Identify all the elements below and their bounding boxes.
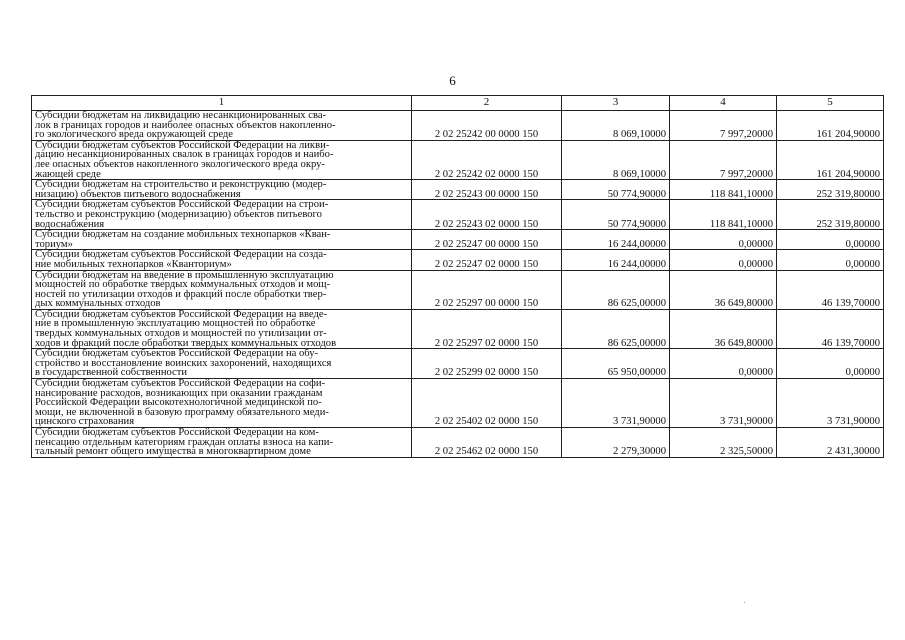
value-col-5: 161 204,90000 [777,140,884,179]
budget-code: 2 02 25247 02 0000 150 [412,250,562,270]
value-col-5: 46 139,70000 [777,309,884,348]
table-row [32,230,884,250]
description-line: стройство и восстановление воинских захоронений, находящихся [35,357,332,369]
row-description [32,379,412,428]
value-col-4: 118 841,10000 [670,200,777,230]
budget-code: 2 02 25242 00 0000 150 [412,111,562,141]
budget-table [31,95,884,458]
description-line: лее опасных объектов накопленного экологического вреда окру- [35,158,325,170]
scan-artifact [744,602,745,603]
table-row [32,270,884,309]
row-description [32,200,412,230]
value-col-4: 7 997,20000 [670,111,777,141]
description-line: водоснабжения [35,218,105,230]
value-col-3: 16 244,00000 [562,230,670,250]
value-col-5: 161 204,90000 [777,111,884,141]
description-line: Субсидии бюджетам субъектов Российской Федерации на введе- [35,308,328,320]
value-col-3: 65 950,00000 [562,349,670,379]
description-line: тельство и реконструкцию (модернизацию) объектов питьевого [35,208,322,220]
description-line: Субсидии бюджетам субъектов Российской Федерации на софи- [35,378,326,390]
table-row [32,111,884,141]
table-row [32,309,884,348]
description-line: го экологического вреда окружающей среде [35,129,233,141]
budget-code: 2 02 25243 00 0000 150 [412,180,562,200]
description-line: дацию несанкционированных свалок в границах городов и наибо- [35,149,334,161]
description-line: Субсидии бюджетам субъектов Российской Федерации на ликви- [35,139,330,151]
description-line: ториум» [35,238,73,250]
value-col-4: 36 649,80000 [670,309,777,348]
value-col-4: 3 731,90000 [670,379,777,428]
value-col-3: 86 625,00000 [562,270,670,309]
row-description [32,140,412,179]
description-line: ностей по утилизации отходов и фракций после обработки твер- [35,288,327,300]
budget-code: 2 02 25299 02 0000 150 [412,349,562,379]
budget-code: 2 02 25402 02 0000 150 [412,379,562,428]
header-cell: 1 [32,96,412,111]
budget-code: 2 02 25462 02 0000 150 [412,428,562,458]
description-line: ние мобильных технопарков «Кванториум» [35,258,232,270]
row-description [32,230,412,250]
value-col-5: 252 319,80000 [777,200,884,230]
header-cell: 2 [412,96,562,111]
description-line: Субсидии бюджетам субъектов Российской Федерации на созда- [35,249,327,261]
description-line: мощностей по обработке твердых коммунальных отходов и мощ- [35,279,331,291]
value-col-4: 0,00000 [670,349,777,379]
table-row [32,200,884,230]
description-line: Субсидии бюджетам на введение в промышленную эксплуатацию [35,269,334,281]
value-col-5: 3 731,90000 [777,379,884,428]
row-description [32,111,412,141]
description-line: пенсацию отдельным категориям граждан оплаты взноса на капи- [35,436,333,448]
table-row [32,428,884,458]
value-col-3: 50 774,90000 [562,180,670,200]
table-row [32,250,884,270]
value-col-4: 7 997,20000 [670,140,777,179]
description-line: в государственной собственности [35,367,188,379]
value-col-4: 118 841,10000 [670,180,777,200]
description-line: мощи, не включенной в базовую программу обязательного меди- [35,406,329,418]
row-description [32,270,412,309]
description-line: низацию) объектов питьевого водоснабжения [35,188,241,200]
value-col-5: 0,00000 [777,250,884,270]
description-line: лок в границах городов и наиболее опасных объектов накопленно- [35,119,336,131]
description-line: ходов и фракций после обработки твердых коммунальных отходов [35,337,337,349]
value-col-4: 0,00000 [670,250,777,270]
description-line: нансирование расходов, возникающих при оказании гражданам [35,387,323,399]
row-description [32,349,412,379]
value-col-4: 36 649,80000 [670,270,777,309]
budget-code: 2 02 25243 02 0000 150 [412,200,562,230]
description-line: тальный ремонт общего имущества в многоквартирном доме [35,446,311,458]
description-line: жающей среде [35,168,101,180]
value-col-3: 8 069,10000 [562,140,670,179]
row-description [32,250,412,270]
value-col-4: 0,00000 [670,230,777,250]
table-row [32,180,884,200]
header-cell: 3 [562,96,670,111]
budget-code: 2 02 25297 00 0000 150 [412,270,562,309]
page-number: 6 [449,73,456,88]
value-col-5: 0,00000 [777,230,884,250]
value-col-3: 2 279,30000 [562,428,670,458]
description-line: Субсидии бюджетам субъектов Российской Федерации на строи- [35,199,329,211]
value-col-3: 8 069,10000 [562,111,670,141]
description-line: цинского страхования [35,416,135,428]
value-col-3: 16 244,00000 [562,250,670,270]
table-row [32,379,884,428]
row-description [32,180,412,200]
value-col-3: 50 774,90000 [562,200,670,230]
row-description [32,309,412,348]
header-row [32,96,884,111]
description-line: Субсидии бюджетам на строительство и реконструкцию (модер- [35,179,327,191]
table-row [32,349,884,379]
table-body [32,111,884,458]
row-description [32,428,412,458]
value-col-5: 2 431,30000 [777,428,884,458]
description-line: Субсидии бюджетам субъектов Российской Федерации на ком- [35,427,319,438]
table-row [32,140,884,179]
description-line: ние в промышленную эксплуатацию мощностей по обработке [35,318,316,330]
description-line: дых коммунальных отходов [35,298,161,310]
header-cell: 4 [670,96,777,111]
description-line: твердых коммунальных отходов и мощностей по утилизации от- [35,328,327,340]
description-line: Субсидии бюджетам на ликвидацию несанкционированных сва- [35,110,327,121]
budget-code: 2 02 25247 00 0000 150 [412,230,562,250]
description-line: Российской Федерации высокотехнологичной медицинской по- [35,397,322,409]
value-col-5: 252 319,80000 [777,180,884,200]
budget-code: 2 02 25297 02 0000 150 [412,309,562,348]
description-line: Субсидии бюджетам субъектов Российской Федерации на обу- [35,348,319,360]
value-col-3: 3 731,90000 [562,379,670,428]
value-col-4: 2 325,50000 [670,428,777,458]
value-col-3: 86 625,00000 [562,309,670,348]
value-col-5: 46 139,70000 [777,270,884,309]
value-col-5: 0,00000 [777,349,884,379]
description-line: Субсидии бюджетам на создание мобильных технопарков «Кван- [35,229,331,241]
budget-code: 2 02 25242 02 0000 150 [412,140,562,179]
header-cell: 5 [777,96,884,111]
